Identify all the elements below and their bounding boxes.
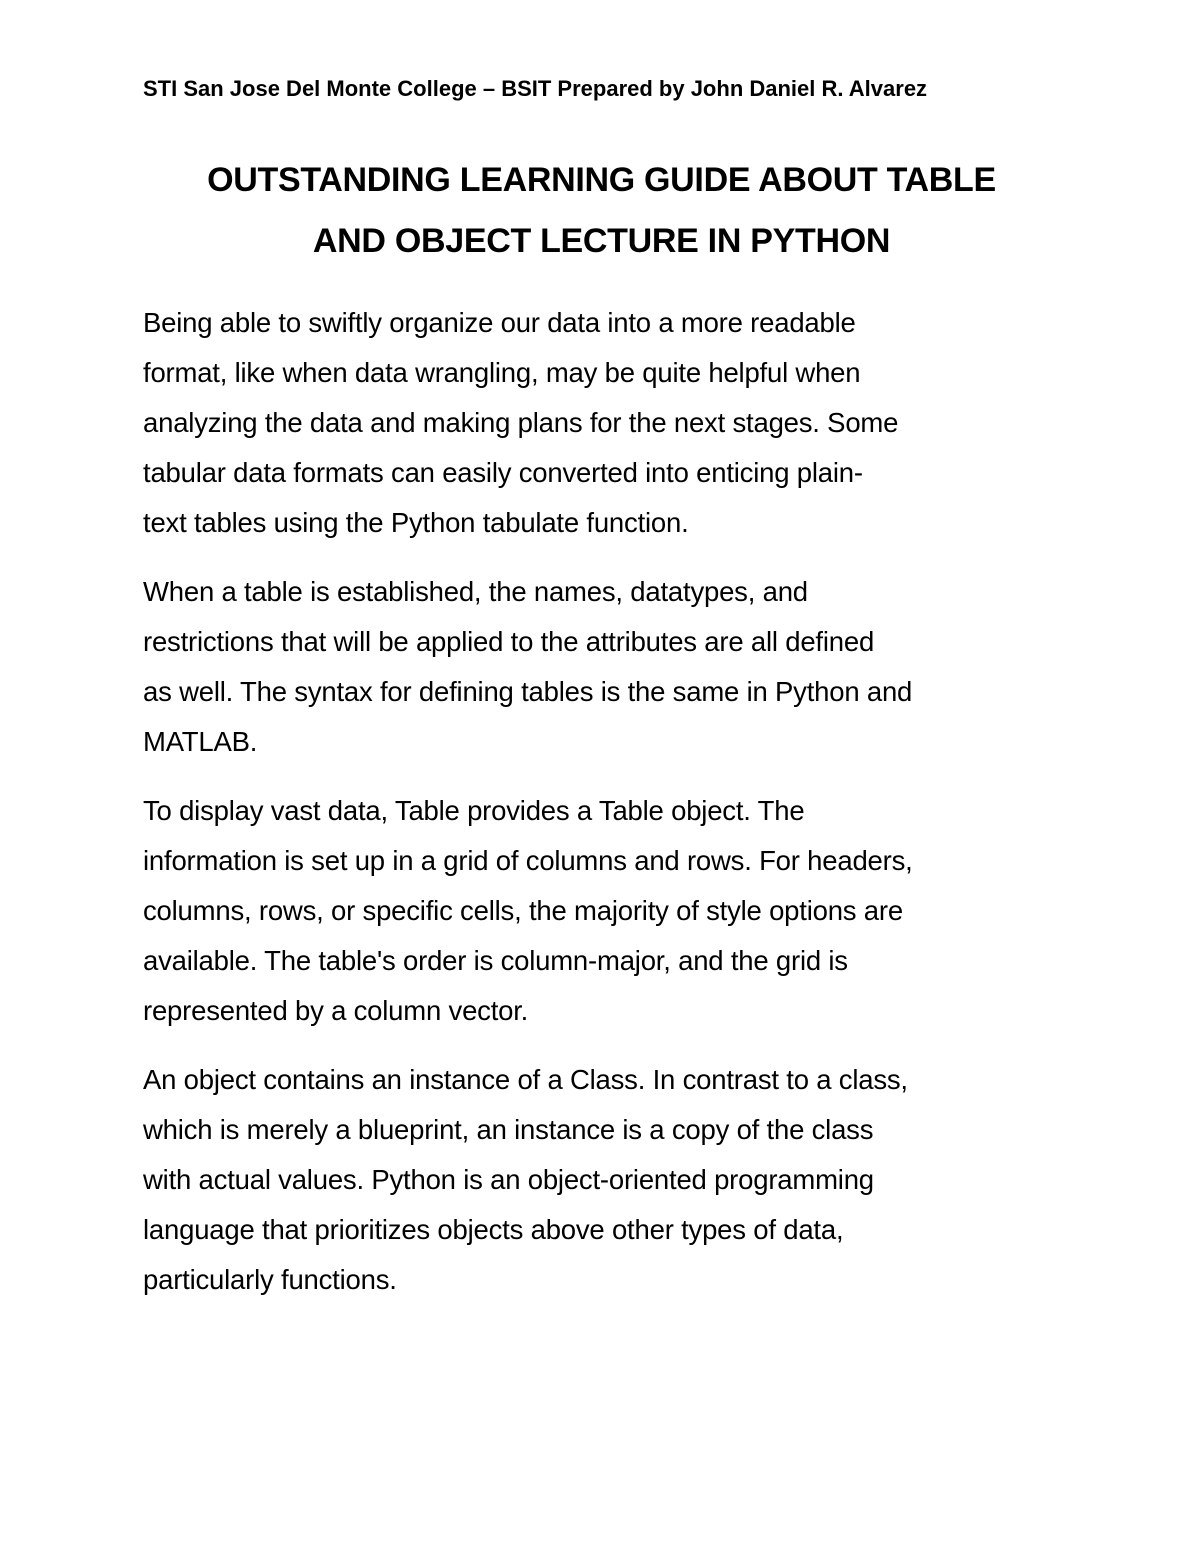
text-line: MATLAB. [143, 726, 258, 757]
text-line: Being able to swiftly organize our data into a more readable [143, 307, 856, 338]
title-line: OUTSTANDING LEARNING GUIDE ABOUT TABLE [207, 161, 996, 199]
text-line: analyzing the data and making plans for the next stages. Some [143, 407, 899, 438]
text-line: An object contains an instance of a Class. In contrast to a class, [143, 1064, 908, 1095]
text-line: information is set up in a grid of columns and rows. For headers, [143, 845, 913, 876]
document-header: STI San Jose Del Monte College – BSIT Prepared by John Daniel R. Alvarez [143, 76, 928, 101]
text-line: with actual values. Python is an object-oriented programming [143, 1164, 874, 1195]
text-line: available. The table's order is column-major, and the grid is [143, 945, 848, 976]
title-line: AND OBJECT LECTURE IN PYTHON [312, 222, 891, 260]
text-line: which is merely a blueprint, an instance is a copy of the class [143, 1114, 874, 1145]
text-line: as well. The syntax for defining tables is the same in Python and [143, 676, 913, 707]
text-line: language that prioritizes objects above other types of data, [143, 1214, 844, 1245]
paragraph-defining-tables [143, 567, 1060, 767]
text-line: text tables using the Python tabulate function. [143, 507, 689, 538]
paragraph-tabulate [143, 298, 1060, 548]
text-line: To display vast data, Table provides a Table object. The [143, 795, 805, 826]
text-line: When a table is established, the names, datatypes, and [143, 576, 808, 607]
text-line: columns, rows, or specific cells, the majority of style options are [143, 895, 903, 926]
text-line: represented by a column vector. [143, 995, 529, 1026]
text-line: tabular data formats can easily converted into enticing plain- [143, 457, 863, 488]
text-line: format, like when data wrangling, may be quite helpful when [143, 357, 861, 388]
document-body [143, 298, 1060, 1305]
text-line: restrictions that will be applied to the attributes are all defined [143, 626, 875, 657]
text-line: particularly functions. [143, 1264, 397, 1295]
paragraph-table-object [143, 786, 1060, 1036]
paragraph-objects [143, 1055, 1060, 1305]
document-title [143, 150, 1060, 272]
